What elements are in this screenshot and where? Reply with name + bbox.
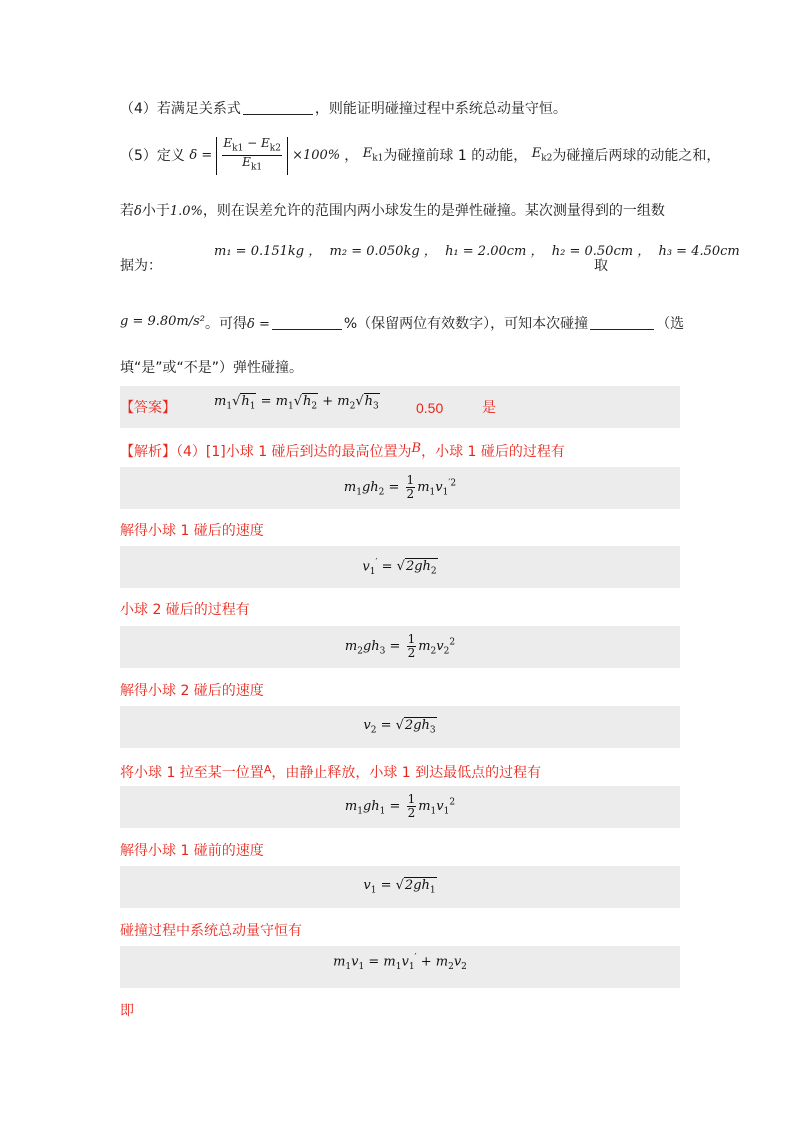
analysis-line-2: 解得小球 1 碰后的速度 <box>120 523 264 539</box>
question-part5-definition: （5）定义 δ = $\frac{E_{k1} - E_{k2}}{E_{k1}}$ ×100% ， $E_{k1}$为碰撞前球 1 的动能， $E_{k2}$为碰撞后两球的动能之和， <box>120 136 721 173</box>
formula-v1-after: $v_1' = √2gh_2$ <box>362 558 437 577</box>
data-label: 据为： <box>120 258 162 274</box>
analysis-line-5: 将小球 1 拉至某一位置$^A$，由静止释放，小球 1 到达最低点的过程有 <box>120 763 542 781</box>
answer-blank-3 <box>590 315 654 330</box>
formula-v2: $v_2 = √2gh_3$ <box>363 718 436 736</box>
analysis-line-4: 解得小球 2 碰后的速度 <box>120 683 264 699</box>
answer-value-elastic: 是 <box>482 400 496 416</box>
answer-band <box>120 386 680 428</box>
analysis-line-6: 解得小球 1 碰前的速度 <box>120 843 264 859</box>
formula-momentum-conservation: $m_1v_1 = m_1v_1' + m_2v_2$ <box>333 953 467 972</box>
analysis-line-7: 碰撞过程中系统总动量守恒有 <box>120 923 302 939</box>
answer-label: 【答案】 <box>120 400 176 416</box>
formula-energy-ball1-after: $m_1gh_2$ = $\frac{1}{2}$ $m_1v_1^{'2}$ <box>343 473 457 501</box>
formula-v1-before: $v_1 = √2gh_1$ <box>363 878 436 896</box>
analysis-line-8: 即 <box>120 1003 134 1019</box>
delta-definition-formula: δ = $\frac{E_{k1} - E_{k2}}{E_{k1}}$ ×100% <box>189 136 345 173</box>
question-result-line: g = 9.80m/s²。可得δ = %（保留两位有效数字），可知本次碰撞 （选 <box>120 314 685 332</box>
analysis-line-1: 【解析】（4）[1]小球 1 碰后到达的最高位置为B，小球 1 碰后的过程有 <box>120 441 565 460</box>
formula-energy-ball1-before: $m_1gh_1$ = $\frac{1}{2}$ $m_1v_1^2$ <box>344 792 456 820</box>
answer-blank-2 <box>272 315 342 330</box>
data-take: 取 <box>594 258 608 274</box>
answer-formula: $m_1√h_1 = m_1√h_2 + m_2√h_3$ <box>214 394 379 412</box>
analysis-line-3: 小球 2 碰后的过程有 <box>120 602 250 618</box>
question-condition: 若δ小于1.0%，则在误差允许的范围内两小球发生的是弹性碰撞。某次测量得到的一组数 <box>120 203 665 219</box>
answer-blank-1 <box>243 100 313 115</box>
measured-values: m₁ = 0.151kg ， m₂ = 0.050kg ， h₁ = 2.00cm ， h₂ = 0.50cm ， h₃ = 4.50cm <box>214 244 740 259</box>
formula-energy-ball2: $m_2gh_3$ = $\frac{1}{2}$ $m_2v_2^2$ <box>344 632 456 660</box>
question-fill-hint: 填“是”或“不是”）弹性碰撞。 <box>120 360 304 376</box>
question-part4: （4）若满足关系式 ，则能证明碰撞过程中系统总动量守恒。 <box>120 101 567 117</box>
answer-value-delta: 0.50 <box>416 400 444 416</box>
